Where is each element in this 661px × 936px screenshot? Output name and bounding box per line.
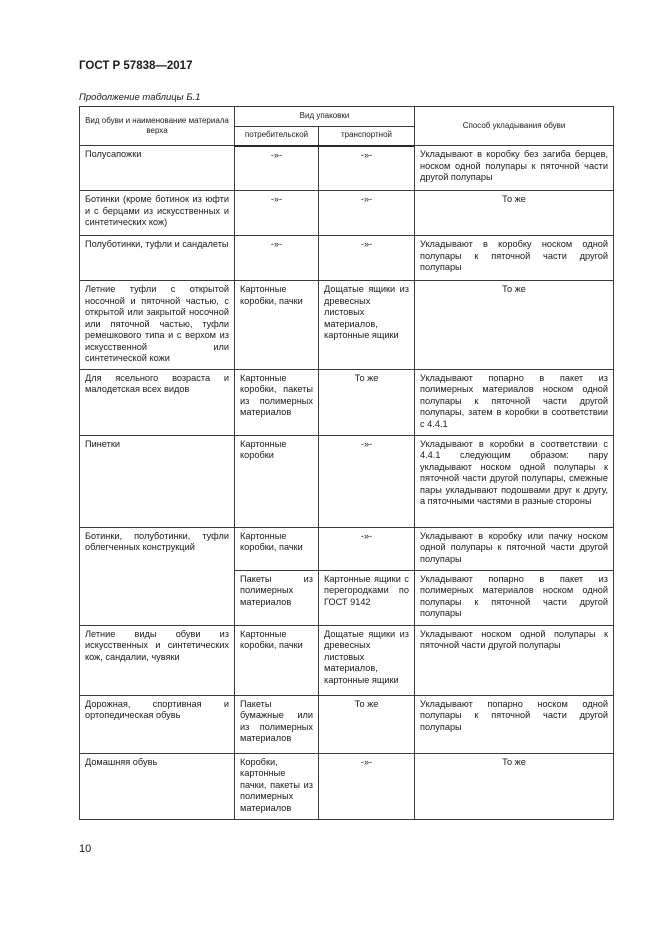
packing-method-cell: То же bbox=[415, 753, 614, 819]
shoe-type-cell: Летние туфли с открытой носочной и пяточной частью, с открытой или закрытой носочной или пяточной частью, туфли ремешкового типа и с верхом из искусственной или синтетической кожи bbox=[80, 281, 235, 370]
shoe-type-cell: Полусапожки bbox=[80, 146, 235, 191]
packing-method-cell: Укладывают попарно носком одной полупары к пяточной части другой полупары bbox=[415, 695, 614, 753]
table-row bbox=[80, 281, 614, 370]
header-transport-packaging: транспортной bbox=[319, 127, 415, 146]
transport-packaging-cell: -»- bbox=[319, 191, 415, 236]
transport-packaging-cell: -»- bbox=[319, 753, 415, 819]
consumer-packaging-cell: Картонные коробки bbox=[235, 435, 319, 527]
transport-packaging-cell: -»- bbox=[319, 236, 415, 281]
consumer-packaging-cell: -»- bbox=[235, 236, 319, 281]
table-row bbox=[80, 191, 614, 236]
packaging-table bbox=[79, 106, 614, 820]
shoe-type-cell: Полуботинки, туфли и сандалеты bbox=[80, 236, 235, 281]
shoe-type-cell: Дорожная, спортивная и ортопедическая обувь bbox=[80, 695, 235, 753]
shoe-type-cell: Домашняя обувь bbox=[80, 753, 235, 819]
shoe-type-cell: Пинетки bbox=[80, 435, 235, 527]
consumer-packaging-cell: Картонные коробки, пачки bbox=[235, 527, 319, 570]
shoe-type-cell: Ботинки (кроме ботинок из юфти и с берцами из искусственных и синтетических кож) bbox=[80, 191, 235, 236]
transport-packaging-cell: Дощатые ящики из древесных листовых материалов, картонные ящики bbox=[319, 281, 415, 370]
consumer-packaging-cell: Картонные коробки, пачки bbox=[235, 281, 319, 370]
packing-method-cell: Укладывают попарно в пакет из полимерных материалов носком одной полупары к пяточной части другой полупары, затем в коробки в соответствии с 4.4.1 bbox=[415, 369, 614, 435]
shoe-type-cell: Для ясельного возраста и малодетская всех видов bbox=[80, 369, 235, 435]
header-consumer-packaging: потребительской bbox=[235, 127, 319, 146]
transport-packaging-cell: Дощатые ящики из древесных листовых материалов, картонные ящики bbox=[319, 625, 415, 695]
shoe-type-cell: Ботинки, полуботинки, туфли облегченных конструкций bbox=[80, 527, 235, 625]
transport-packaging-cell: -»- bbox=[319, 146, 415, 191]
consumer-packaging-cell: Картонные коробки, пакеты из полимерных материалов bbox=[235, 369, 319, 435]
transport-packaging-cell: -»- bbox=[319, 435, 415, 527]
shoe-type-cell: Летние виды обуви из искусственных и синтетических кож, сандалии, чувяки bbox=[80, 625, 235, 695]
packing-method-cell: Укладывают в коробку или пачку носком одной полупары к пяточной части другой полупары bbox=[415, 527, 614, 570]
packing-method-cell: Укладывают в коробки в соответствии с 4.4.1 следующим образом: пару укладывают носком одной полупары к пяточной части другой полупары, смежные пары укладывают подошвами друг к другу, а пяточными частями в разные стороны bbox=[415, 435, 614, 527]
transport-packaging-cell: То же bbox=[319, 695, 415, 753]
consumer-packaging-cell: -»- bbox=[235, 146, 319, 191]
transport-packaging-cell: Картонные ящики с перегородками по ГОСТ 9142 bbox=[319, 570, 415, 625]
table-caption: Продолжение таблицы Б.1 bbox=[79, 92, 201, 103]
header-packing-method: Способ укладывания обуви bbox=[415, 107, 614, 146]
table-row bbox=[80, 146, 614, 191]
consumer-packaging-cell: Картонные коробки, пачки bbox=[235, 625, 319, 695]
table-row bbox=[80, 369, 614, 435]
packing-method-cell: То же bbox=[415, 191, 614, 236]
table-row bbox=[80, 236, 614, 281]
table-row bbox=[80, 527, 614, 570]
consumer-packaging-cell: -»- bbox=[235, 191, 319, 236]
packing-method-cell: Укладывают в коробку носком одной полупары к пяточной части другой полупары bbox=[415, 236, 614, 281]
page-number: 10 bbox=[79, 843, 92, 855]
table-row bbox=[80, 753, 614, 819]
transport-packaging-cell: То же bbox=[319, 369, 415, 435]
packing-method-cell: Укладывают в коробку без загиба берцев, носком одной полупары к пяточной части другой полупары bbox=[415, 146, 614, 191]
packing-method-cell: То же bbox=[415, 281, 614, 370]
packing-method-cell: Укладывают попарно в пакет из полимерных материалов носком одной полупары к пяточной части другой полупары bbox=[415, 570, 614, 625]
transport-packaging-cell: -»- bbox=[319, 527, 415, 570]
table-row bbox=[80, 625, 614, 695]
packing-method-cell: Укладывают носком одной полупары к пяточной части другой полупары bbox=[415, 625, 614, 695]
consumer-packaging-cell: Коробки, картонные пачки, пакеты из полимерных материалов bbox=[235, 753, 319, 819]
header-packaging-type: Вид упаковки bbox=[235, 107, 415, 127]
consumer-packaging-cell: Пакеты бумажные или из полимерных материалов bbox=[235, 695, 319, 753]
document-code: ГОСТ Р 57838—2017 bbox=[79, 60, 193, 72]
consumer-packaging-cell: Пакеты из полимерных материалов bbox=[235, 570, 319, 625]
table-row bbox=[80, 695, 614, 753]
table-row bbox=[80, 435, 614, 527]
header-shoe-type: Вид обуви и наименование материала верха bbox=[80, 107, 235, 146]
